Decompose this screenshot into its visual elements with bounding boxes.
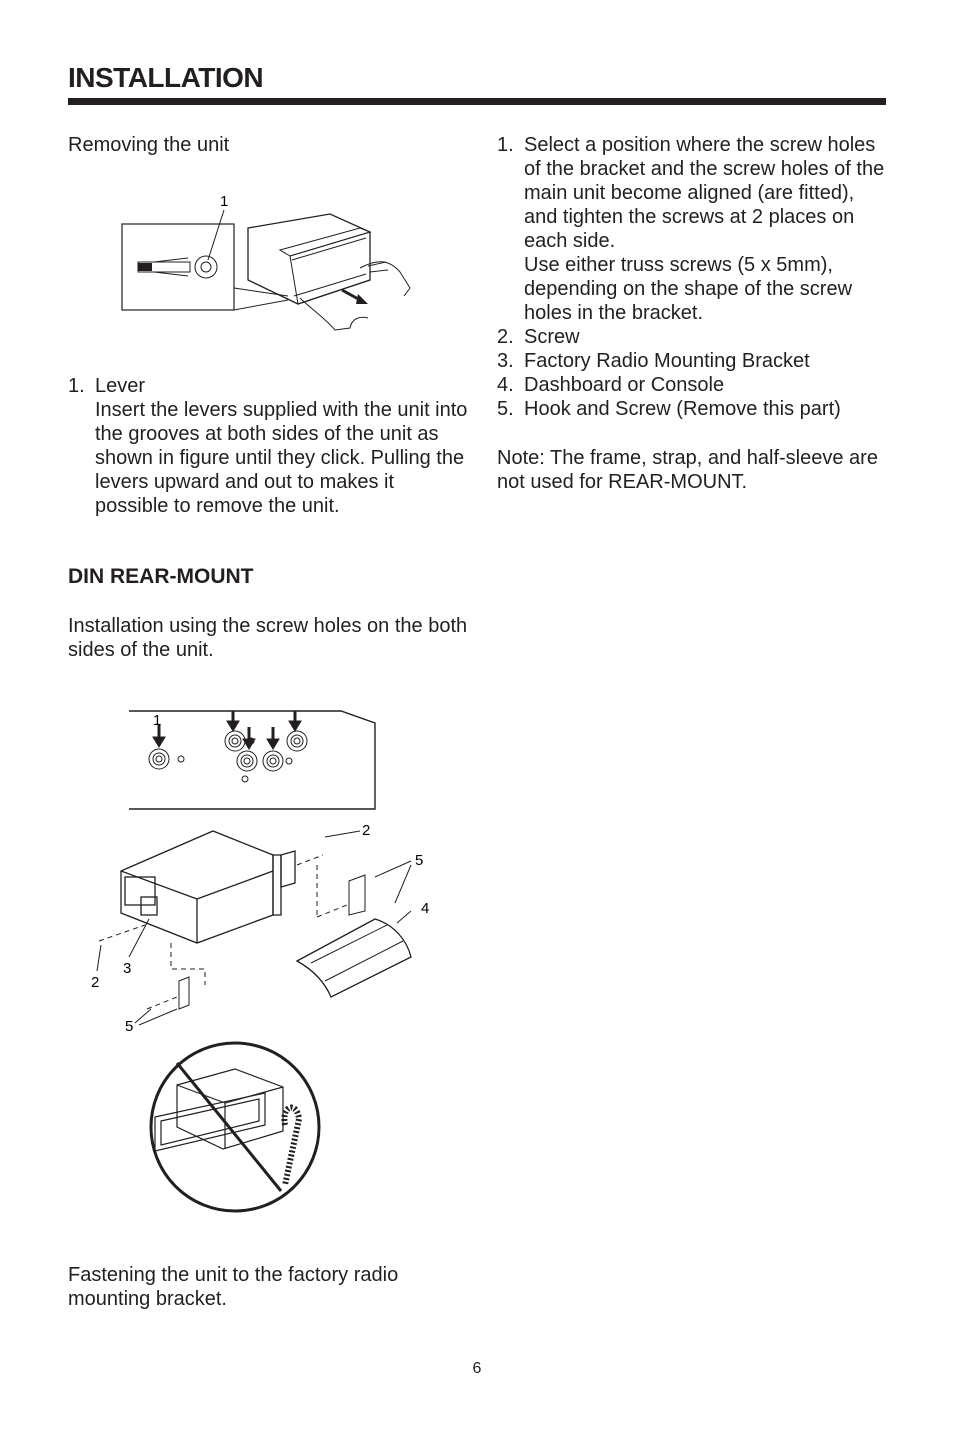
removing-heading: Removing the unit xyxy=(68,134,230,156)
din-caption: Fastening the unit to the factory radio mounting bracket. xyxy=(68,1264,399,1310)
rear-label-3: 3 xyxy=(123,960,132,977)
page-title: INSTALLATION xyxy=(68,62,264,93)
note-text: Note: The frame, strap, and half-sleeve are not used for REAR-MOUNT. xyxy=(497,447,878,493)
removing-callout-1: 1 xyxy=(220,193,229,210)
list-item: 4. Dashboard or Console xyxy=(497,374,725,396)
rear-mount-illustration xyxy=(85,705,430,1215)
rear-label-1: 1 xyxy=(153,712,162,729)
rear-label-2-top: 2 xyxy=(362,822,371,839)
lever-title: Lever xyxy=(95,375,146,397)
removing-unit-illustration xyxy=(120,188,420,348)
page-number: 6 xyxy=(472,1360,482,1377)
rear-label-2-bottom: 2 xyxy=(91,974,100,991)
removing-list xyxy=(68,374,468,518)
steps-list xyxy=(497,133,892,421)
din-heading: DIN REAR-MOUNT xyxy=(68,565,254,588)
list-item: 3. Factory Radio Mounting Bracket xyxy=(497,350,810,372)
list-item: 2. Screw xyxy=(497,326,580,348)
lever-text: Insert the levers supplied with the unit into the grooves at both sides of the unit as shown in figure until they click. Pulling the levers upward and out to makes it possible to remove the unit. xyxy=(95,399,468,517)
list-item: 1. Select a position where the screw holes of the bracket and the screw holes of the main unit become aligned (are fitted), and tighten the screws at 2 places on each side. Use either truss screws (5 x 5mm), depending on the shape of the screw holes in the bracket. xyxy=(497,134,885,324)
list-item: 1. Lever Insert the levers supplied with the unit into the grooves at both sides of the unit as shown in figure until they click. Pulling the levers upward and out to makes it possible to remove the unit. xyxy=(68,375,468,517)
list-item: 5. Hook and Screw (Remove this part) xyxy=(497,398,841,420)
din-intro: Installation using the screw holes on the both sides of the unit. xyxy=(68,615,468,661)
title-rule xyxy=(68,98,886,105)
rear-label-5-bottom: 5 xyxy=(125,1018,134,1035)
rear-label-5-top: 5 xyxy=(415,852,424,869)
rear-label-4: 4 xyxy=(421,900,430,917)
